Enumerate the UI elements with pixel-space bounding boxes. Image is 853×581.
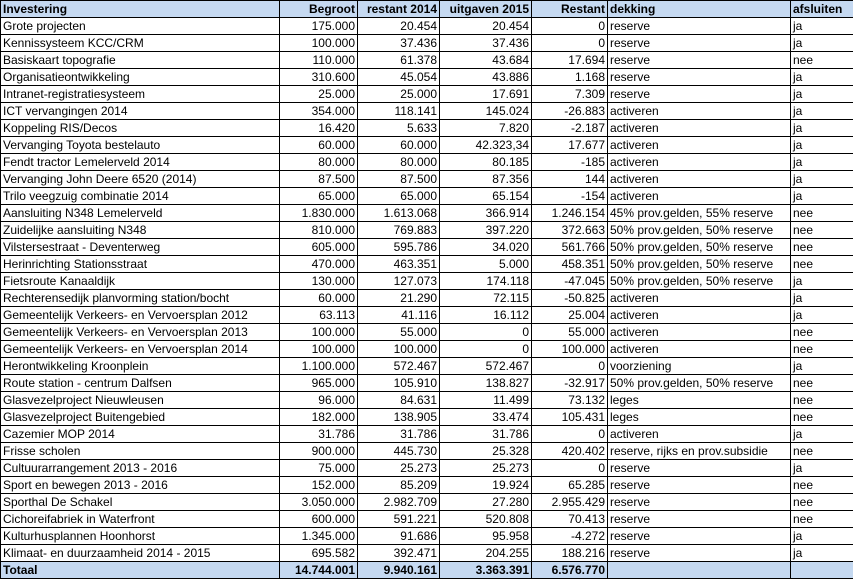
cell-restant: 2.955.429: [532, 494, 608, 511]
cell-afsluiten: nee: [791, 494, 853, 511]
cell-investering: Route station - centrum Dalfsen: [1, 375, 280, 392]
cell-uitgaven-2015: 397.220: [440, 222, 532, 239]
cell-begroot: 695.582: [280, 545, 358, 562]
table-row: [1, 273, 853, 290]
cell-afsluiten: ja: [791, 137, 853, 154]
cell-dekking: activeren: [608, 290, 791, 307]
cell-restant-2014: 21.290: [358, 290, 440, 307]
cell-afsluiten: ja: [791, 545, 853, 562]
cell-uitgaven-2015: 87.356: [440, 171, 532, 188]
totals-label: Totaal: [1, 562, 280, 579]
table-row: [1, 188, 853, 205]
cell-restant-2014: 61.378: [358, 52, 440, 69]
totals-restant: 6.576.770: [532, 562, 608, 579]
cell-restant-2014: 591.221: [358, 511, 440, 528]
cell-investering: Kulturhusplannen Hoonhorst: [1, 528, 280, 545]
cell-restant: 144: [532, 171, 608, 188]
table-row: [1, 35, 853, 52]
cell-begroot: 810.000: [280, 222, 358, 239]
totals-uitgaven-2015: 3.363.391: [440, 562, 532, 579]
cell-afsluiten: nee: [791, 324, 853, 341]
cell-dekking: activeren: [608, 103, 791, 120]
table-row: [1, 341, 853, 358]
cell-uitgaven-2015: 17.691: [440, 86, 532, 103]
cell-begroot: 965.000: [280, 375, 358, 392]
cell-restant: -154: [532, 188, 608, 205]
cell-restant: 7.309: [532, 86, 608, 103]
cell-restant: -185: [532, 154, 608, 171]
cell-dekking: 50% prov.gelden, 50% reserve: [608, 239, 791, 256]
cell-investering: Gemeentelijk Verkeers- en Vervoersplan 2013: [1, 324, 280, 341]
table-row: [1, 69, 853, 86]
cell-dekking: activeren: [608, 426, 791, 443]
cell-restant-2014: 20.454: [358, 18, 440, 35]
cell-dekking: reserve: [608, 35, 791, 52]
header-begroot: Begroot: [280, 1, 358, 18]
cell-investering: Gemeentelijk Verkeers- en Vervoersplan 2014: [1, 341, 280, 358]
cell-investering: Sport en bewegen 2013 - 2016: [1, 477, 280, 494]
cell-restant-2014: 60.000: [358, 137, 440, 154]
table-row: [1, 256, 853, 273]
cell-dekking: reserve: [608, 545, 791, 562]
cell-dekking: reserve, rijks en prov.subsidie: [608, 443, 791, 460]
cell-investering: Herontwikkeling Kroonplein: [1, 358, 280, 375]
cell-begroot: 600.000: [280, 511, 358, 528]
cell-begroot: 605.000: [280, 239, 358, 256]
cell-uitgaven-2015: 204.255: [440, 545, 532, 562]
cell-dekking: 45% prov.gelden, 55% reserve: [608, 205, 791, 222]
cell-uitgaven-2015: 31.786: [440, 426, 532, 443]
table-row: [1, 460, 853, 477]
cell-dekking: leges: [608, 392, 791, 409]
cell-uitgaven-2015: 366.914: [440, 205, 532, 222]
cell-investering: Organisatieontwikkeling: [1, 69, 280, 86]
cell-begroot: 310.600: [280, 69, 358, 86]
cell-uitgaven-2015: 138.827: [440, 375, 532, 392]
cell-uitgaven-2015: 72.115: [440, 290, 532, 307]
cell-investering: Glasvezelproject Nieuwleusen: [1, 392, 280, 409]
cell-afsluiten: nee: [791, 222, 853, 239]
cell-restant: 0: [532, 426, 608, 443]
cell-investering: Kennissysteem KCC/CRM: [1, 35, 280, 52]
cell-afsluiten: ja: [791, 188, 853, 205]
cell-restant-2014: 2.982.709: [358, 494, 440, 511]
cell-investering: ICT vervangingen 2014: [1, 103, 280, 120]
cell-restant-2014: 595.786: [358, 239, 440, 256]
cell-investering: Vilstersestraat - Deventerweg: [1, 239, 280, 256]
cell-begroot: 900.000: [280, 443, 358, 460]
table-row: [1, 545, 853, 562]
table-row: [1, 103, 853, 120]
cell-restant-2014: 85.209: [358, 477, 440, 494]
cell-dekking: reserve: [608, 86, 791, 103]
cell-afsluiten: nee: [791, 52, 853, 69]
cell-begroot: 60.000: [280, 137, 358, 154]
cell-uitgaven-2015: 43.684: [440, 52, 532, 69]
cell-uitgaven-2015: 25.273: [440, 460, 532, 477]
cell-uitgaven-2015: 0: [440, 341, 532, 358]
table-row: [1, 375, 853, 392]
cell-restant-2014: 1.613.068: [358, 205, 440, 222]
cell-dekking: reserve: [608, 528, 791, 545]
cell-investering: Intranet-registratiesysteem: [1, 86, 280, 103]
cell-investering: Grote projecten: [1, 18, 280, 35]
cell-investering: Fietsroute Kanaaldijk: [1, 273, 280, 290]
cell-restant: 1.168: [532, 69, 608, 86]
cell-afsluiten: ja: [791, 307, 853, 324]
cell-uitgaven-2015: 0: [440, 324, 532, 341]
cell-afsluiten: ja: [791, 460, 853, 477]
cell-restant-2014: 118.141: [358, 103, 440, 120]
cell-uitgaven-2015: 33.474: [440, 409, 532, 426]
cell-begroot: 100.000: [280, 324, 358, 341]
cell-investering: Vervanging John Deere 6520 (2014): [1, 171, 280, 188]
cell-investering: Aansluiting N348 Lemelerveld: [1, 205, 280, 222]
cell-afsluiten: nee: [791, 256, 853, 273]
cell-afsluiten: nee: [791, 239, 853, 256]
cell-restant-2014: 37.436: [358, 35, 440, 52]
cell-begroot: 130.000: [280, 273, 358, 290]
table-row: [1, 205, 853, 222]
cell-investering: Gemeentelijk Verkeers- en Vervoersplan 2012: [1, 307, 280, 324]
cell-begroot: 3.050.000: [280, 494, 358, 511]
cell-begroot: 1.345.000: [280, 528, 358, 545]
cell-investering: Sporthal De Schakel: [1, 494, 280, 511]
cell-dekking: reserve: [608, 52, 791, 69]
header-afsluiten: afsluiten: [791, 1, 853, 18]
header-row: [1, 1, 853, 18]
table-row: [1, 86, 853, 103]
cell-afsluiten: nee: [791, 375, 853, 392]
cell-dekking: activeren: [608, 154, 791, 171]
cell-afsluiten: ja: [791, 18, 853, 35]
cell-begroot: 96.000: [280, 392, 358, 409]
cell-afsluiten: nee: [791, 341, 853, 358]
cell-restant-2014: 55.000: [358, 324, 440, 341]
cell-restant: 561.766: [532, 239, 608, 256]
cell-afsluiten: ja: [791, 103, 853, 120]
totals-begroot: 14.744.001: [280, 562, 358, 579]
cell-restant: 0: [532, 35, 608, 52]
cell-restant: -2.187: [532, 120, 608, 137]
cell-uitgaven-2015: 5.000: [440, 256, 532, 273]
cell-begroot: 100.000: [280, 341, 358, 358]
table-row: [1, 239, 853, 256]
cell-dekking: reserve: [608, 460, 791, 477]
table-row: [1, 290, 853, 307]
cell-uitgaven-2015: 37.436: [440, 35, 532, 52]
cell-restant: 105.431: [532, 409, 608, 426]
cell-afsluiten: ja: [791, 426, 853, 443]
cell-investering: Koppeling RIS/Decos: [1, 120, 280, 137]
cell-uitgaven-2015: 145.024: [440, 103, 532, 120]
cell-dekking: 50% prov.gelden, 50% reserve: [608, 273, 791, 290]
cell-restant-2014: 65.000: [358, 188, 440, 205]
cell-restant-2014: 84.631: [358, 392, 440, 409]
table-row: [1, 511, 853, 528]
cell-afsluiten: ja: [791, 69, 853, 86]
cell-dekking: activeren: [608, 171, 791, 188]
cell-restant-2014: 127.073: [358, 273, 440, 290]
cell-afsluiten: ja: [791, 273, 853, 290]
cell-restant-2014: 5.633: [358, 120, 440, 137]
table-body: [1, 18, 853, 562]
cell-begroot: 175.000: [280, 18, 358, 35]
cell-restant: 0: [532, 358, 608, 375]
cell-restant: 0: [532, 460, 608, 477]
cell-restant: 73.132: [532, 392, 608, 409]
cell-dekking: 50% prov.gelden, 50% reserve: [608, 222, 791, 239]
table-row: [1, 409, 853, 426]
cell-investering: Basiskaart topografie: [1, 52, 280, 69]
cell-restant-2014: 41.116: [358, 307, 440, 324]
table-row: [1, 307, 853, 324]
table-row: [1, 154, 853, 171]
table-row: [1, 477, 853, 494]
cell-restant: 420.402: [532, 443, 608, 460]
cell-uitgaven-2015: 19.924: [440, 477, 532, 494]
cell-begroot: 110.000: [280, 52, 358, 69]
cell-restant-2014: 572.467: [358, 358, 440, 375]
cell-begroot: 182.000: [280, 409, 358, 426]
cell-restant-2014: 91.686: [358, 528, 440, 545]
cell-dekking: 50% prov.gelden, 50% reserve: [608, 375, 791, 392]
cell-afsluiten: nee: [791, 409, 853, 426]
cell-restant-2014: 105.910: [358, 375, 440, 392]
cell-restant-2014: 87.500: [358, 171, 440, 188]
cell-begroot: 31.786: [280, 426, 358, 443]
cell-restant: 17.677: [532, 137, 608, 154]
cell-uitgaven-2015: 34.020: [440, 239, 532, 256]
cell-investering: Frisse scholen: [1, 443, 280, 460]
table-row: [1, 120, 853, 137]
cell-afsluiten: ja: [791, 154, 853, 171]
cell-dekking: activeren: [608, 137, 791, 154]
cell-afsluiten: ja: [791, 358, 853, 375]
cell-investering: Vervanging Toyota bestelauto: [1, 137, 280, 154]
cell-investering: Herinrichting Stationsstraat: [1, 256, 280, 273]
header-investering: Investering: [1, 1, 280, 18]
cell-restant-2014: 445.730: [358, 443, 440, 460]
cell-begroot: 152.000: [280, 477, 358, 494]
header-restant-2014: restant 2014: [358, 1, 440, 18]
totals-dekking-empty: [608, 562, 791, 579]
cell-uitgaven-2015: 7.820: [440, 120, 532, 137]
table-row: [1, 18, 853, 35]
cell-investering: Cazemier MOP 2014: [1, 426, 280, 443]
cell-dekking: activeren: [608, 324, 791, 341]
table-row: [1, 392, 853, 409]
cell-afsluiten: nee: [791, 477, 853, 494]
cell-restant-2014: 45.054: [358, 69, 440, 86]
table-row: [1, 426, 853, 443]
table-row: [1, 494, 853, 511]
totals-afsluiten-empty: [791, 562, 853, 579]
totals-row: [1, 562, 853, 579]
header-uitgaven-2015: uitgaven 2015: [440, 1, 532, 18]
cell-dekking: 50% prov.gelden, 50% reserve: [608, 256, 791, 273]
cell-investering: Glasvezelproject Buitengebied: [1, 409, 280, 426]
cell-investering: Zuidelijke aansluiting N348: [1, 222, 280, 239]
cell-investering: Fendt tractor Lemelerveld 2014: [1, 154, 280, 171]
cell-dekking: activeren: [608, 120, 791, 137]
cell-afsluiten: ja: [791, 86, 853, 103]
cell-afsluiten: ja: [791, 35, 853, 52]
table-row: [1, 137, 853, 154]
cell-restant-2014: 25.000: [358, 86, 440, 103]
cell-afsluiten: nee: [791, 511, 853, 528]
cell-uitgaven-2015: 25.328: [440, 443, 532, 460]
cell-begroot: 87.500: [280, 171, 358, 188]
cell-investering: Cultuurarrangement 2013 - 2016: [1, 460, 280, 477]
cell-restant: -4.272: [532, 528, 608, 545]
cell-uitgaven-2015: 174.118: [440, 273, 532, 290]
cell-begroot: 1.100.000: [280, 358, 358, 375]
table-row: [1, 222, 853, 239]
cell-restant: -32.917: [532, 375, 608, 392]
cell-begroot: 100.000: [280, 35, 358, 52]
cell-begroot: 75.000: [280, 460, 358, 477]
cell-uitgaven-2015: 43.886: [440, 69, 532, 86]
cell-uitgaven-2015: 16.112: [440, 307, 532, 324]
cell-investering: Klimaat- en duurzaamheid 2014 - 2015: [1, 545, 280, 562]
cell-restant-2014: 392.471: [358, 545, 440, 562]
cell-restant-2014: 25.273: [358, 460, 440, 477]
cell-uitgaven-2015: 80.185: [440, 154, 532, 171]
cell-uitgaven-2015: 11.499: [440, 392, 532, 409]
cell-uitgaven-2015: 20.454: [440, 18, 532, 35]
cell-dekking: reserve: [608, 18, 791, 35]
cell-restant: 372.663: [532, 222, 608, 239]
cell-restant: 17.694: [532, 52, 608, 69]
cell-uitgaven-2015: 572.467: [440, 358, 532, 375]
cell-investering: Cichoreifabriek in Waterfront: [1, 511, 280, 528]
cell-dekking: voorziening: [608, 358, 791, 375]
cell-dekking: reserve: [608, 511, 791, 528]
cell-restant: 100.000: [532, 341, 608, 358]
cell-restant: 0: [532, 18, 608, 35]
table-row: [1, 52, 853, 69]
cell-begroot: 354.000: [280, 103, 358, 120]
totals-restant-2014: 9.940.161: [358, 562, 440, 579]
cell-restant: 65.285: [532, 477, 608, 494]
cell-restant: 1.246.154: [532, 205, 608, 222]
cell-restant: 55.000: [532, 324, 608, 341]
cell-restant: -26.883: [532, 103, 608, 120]
cell-begroot: 63.113: [280, 307, 358, 324]
cell-restant-2014: 80.000: [358, 154, 440, 171]
cell-restant-2014: 100.000: [358, 341, 440, 358]
cell-dekking: activeren: [608, 188, 791, 205]
cell-restant: 188.216: [532, 545, 608, 562]
table-row: [1, 324, 853, 341]
cell-restant-2014: 138.905: [358, 409, 440, 426]
cell-afsluiten: nee: [791, 392, 853, 409]
cell-begroot: 1.830.000: [280, 205, 358, 222]
cell-dekking: activeren: [608, 307, 791, 324]
cell-uitgaven-2015: 27.280: [440, 494, 532, 511]
cell-afsluiten: ja: [791, 290, 853, 307]
cell-afsluiten: ja: [791, 120, 853, 137]
cell-afsluiten: nee: [791, 205, 853, 222]
cell-restant-2014: 463.351: [358, 256, 440, 273]
cell-begroot: 60.000: [280, 290, 358, 307]
cell-restant-2014: 31.786: [358, 426, 440, 443]
cell-dekking: reserve: [608, 494, 791, 511]
cell-restant: 458.351: [532, 256, 608, 273]
header-dekking: dekking: [608, 1, 791, 18]
cell-restant-2014: 769.883: [358, 222, 440, 239]
cell-dekking: activeren: [608, 341, 791, 358]
cell-restant: -47.045: [532, 273, 608, 290]
cell-restant: 70.413: [532, 511, 608, 528]
cell-investering: Rechterensedijk planvorming station/bocht: [1, 290, 280, 307]
cell-begroot: 16.420: [280, 120, 358, 137]
cell-investering: Trilo veegzuig combinatie 2014: [1, 188, 280, 205]
cell-begroot: 65.000: [280, 188, 358, 205]
cell-afsluiten: ja: [791, 528, 853, 545]
cell-dekking: reserve: [608, 69, 791, 86]
table-row: [1, 171, 853, 188]
cell-begroot: 80.000: [280, 154, 358, 171]
table-row: [1, 358, 853, 375]
cell-begroot: 470.000: [280, 256, 358, 273]
header-restant: Restant: [532, 1, 608, 18]
cell-afsluiten: ja: [791, 171, 853, 188]
cell-begroot: 25.000: [280, 86, 358, 103]
cell-afsluiten: nee: [791, 443, 853, 460]
cell-dekking: leges: [608, 409, 791, 426]
table-row: [1, 528, 853, 545]
cell-uitgaven-2015: 95.958: [440, 528, 532, 545]
table-row: [1, 443, 853, 460]
cell-uitgaven-2015: 42.323,34: [440, 137, 532, 154]
cell-uitgaven-2015: 65.154: [440, 188, 532, 205]
cell-restant: -50.825: [532, 290, 608, 307]
cell-dekking: reserve: [608, 477, 791, 494]
cell-restant: 25.004: [532, 307, 608, 324]
cell-uitgaven-2015: 520.808: [440, 511, 532, 528]
